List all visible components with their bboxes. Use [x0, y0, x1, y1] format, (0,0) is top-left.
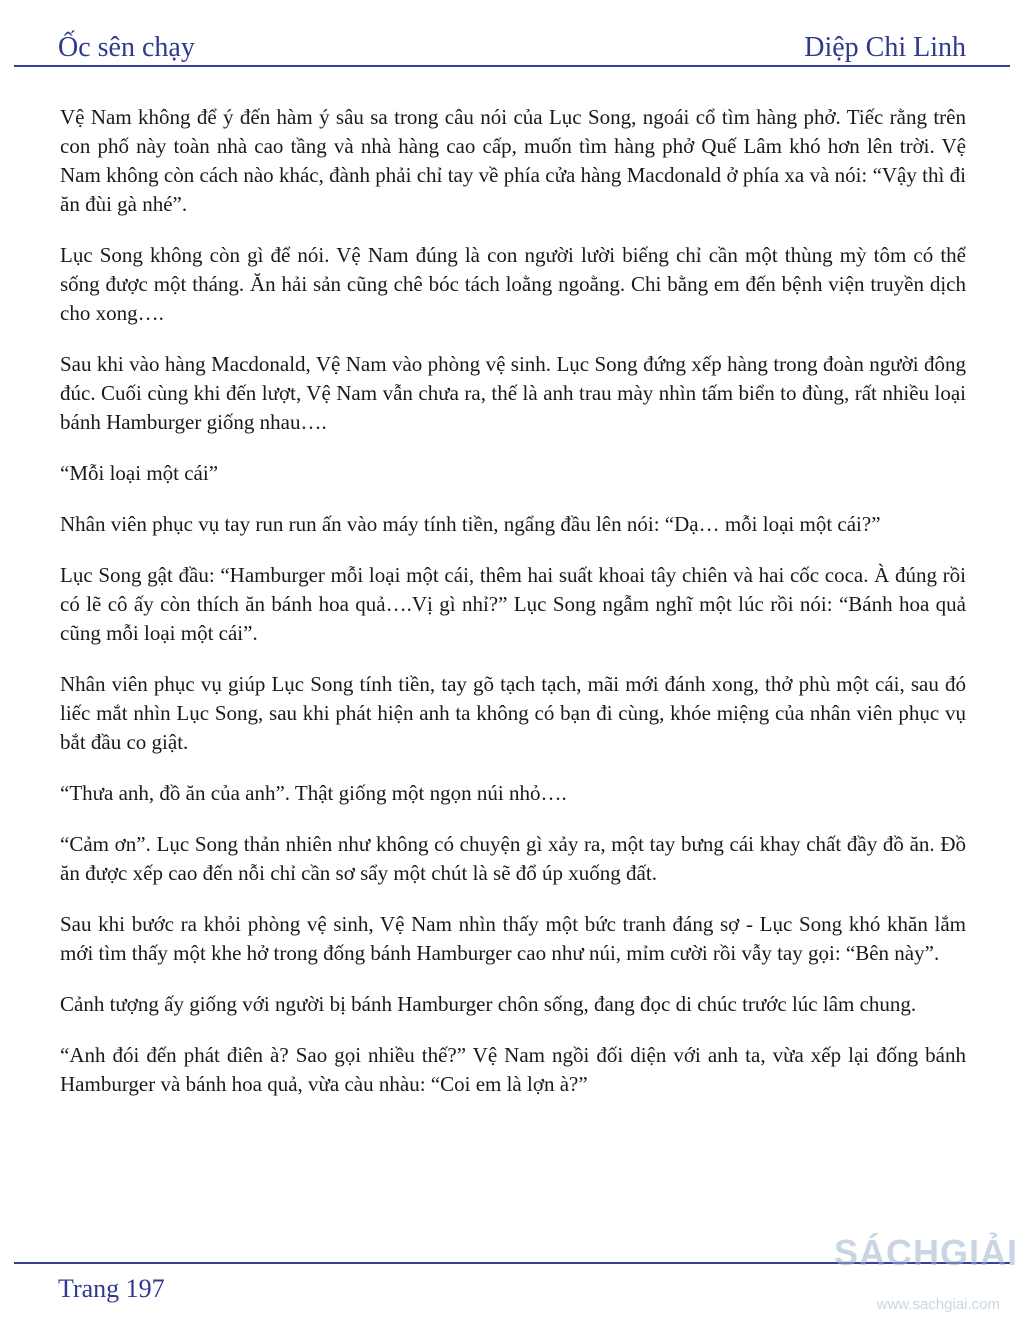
paragraph: “Anh đói đến phát điên à? Sao gọi nhiều thế?” Vệ Nam ngồi đối diện với anh ta, vừa xếp lại đống bánh Hamburger và bánh hoa quả, vừa càu nhàu: “Coi em là lợn à?”	[60, 1043, 966, 1096]
watermark-logo	[818, 1228, 1018, 1318]
page-header	[58, 24, 966, 64]
paragraph: Nhân viên phục vụ giúp Lục Song tính tiền, tay gõ tạch tạch, mãi mới đánh xong, thở phù một cái, sau đó liếc mắt nhìn Lục Song, sau khi phát hiện anh ta không có bạn đi cùng, khóe miệng của nhân viên phục vụ bắt đầu co giật.	[60, 672, 966, 754]
page-body	[60, 103, 966, 1121]
paragraph: “Mỗi loại một cái”	[60, 461, 219, 485]
paragraph: Lục Song không còn gì để nói. Vệ Nam đúng là con người lười biếng chỉ cần một thùng mỳ tôm có thể sống được một tháng. Ăn hải sản cũng chê bóc tách loằng ngoằng. Chi bằng em đến bệnh viện truyền dịch cho xong….	[60, 243, 966, 325]
paragraph: Vệ Nam không để ý đến hàm ý sâu sa trong câu nói của Lục Song, ngoái cổ tìm hàng phở. Tiếc rằng trên con phố này toàn nhà cao tầng và nhà hàng cao cấp, muốn tìm hàng phở Quế Lâm khó hơn lên trời. Vệ Nam không còn cách nào khác, đành phải chỉ tay về phía cửa hàng Macdonald ở phía xa và nói: “Vậy thì đi ăn đùi gà nhé”.	[60, 105, 966, 216]
author-name: Diệp Chi Linh	[804, 32, 966, 63]
watermark-brand: SÁCHGIẢI	[833, 1232, 1018, 1273]
paragraph: Lục Song gật đầu: “Hamburger mỗi loại một cái, thêm hai suất khoai tây chiên và hai cốc coca. À đúng rồi có lẽ cô ấy còn thích ăn bánh hoa quả….Vị gì nhỉ?” Lục Song ngẫm nghĩ một lúc rồi nói: “Bánh hoa quả cũng mỗi loại một cái”.	[60, 563, 966, 645]
page-number: Trang 197	[58, 1274, 165, 1303]
book-title: Ốc sên chạy	[58, 32, 195, 63]
paragraph: Cảnh tượng ấy giống với người bị bánh Hamburger chôn sống, đang đọc di chúc trước lúc lâm chung.	[60, 992, 917, 1016]
paragraph: “Cảm ơn”. Lục Song thản nhiên như không có chuyện gì xảy ra, một tay bưng cái khay chất đầy đồ ăn. Đồ ăn được xếp cao đến nỗi chỉ cần sơ sẩy một chút là sẽ đổ úp xuống đất.	[60, 832, 966, 885]
paragraph: Sau khi vào hàng Macdonald, Vệ Nam vào phòng vệ sinh. Lục Song đứng xếp hàng trong đoàn người đông đúc. Cuối cùng khi đến lượt, Vệ Nam vẫn chưa ra, thế là anh trau mày nhìn tấm biển to đùng, rất nhiều loại bánh Hamburger giống nhau….	[60, 352, 966, 434]
paragraph: “Thưa anh, đồ ăn của anh”. Thật giống một ngọn núi nhỏ….	[60, 781, 567, 805]
header-divider	[14, 65, 1010, 67]
paragraph: Sau khi bước ra khỏi phòng vệ sinh, Vệ Nam nhìn thấy một bức tranh đáng sợ - Lục Song khó khăn lắm mới tìm thấy một khe hở trong đống bánh Hamburger cao như núi, mỉm cười rồi vẫy tay gọi: “Bên này”.	[60, 912, 966, 965]
watermark-url: www.sachgiai.com	[876, 1296, 1000, 1313]
paragraph: Nhân viên phục vụ tay run run ấn vào máy tính tiền, ngẩng đầu lên nói: “Dạ… mỗi loại một cái?”	[60, 512, 881, 536]
